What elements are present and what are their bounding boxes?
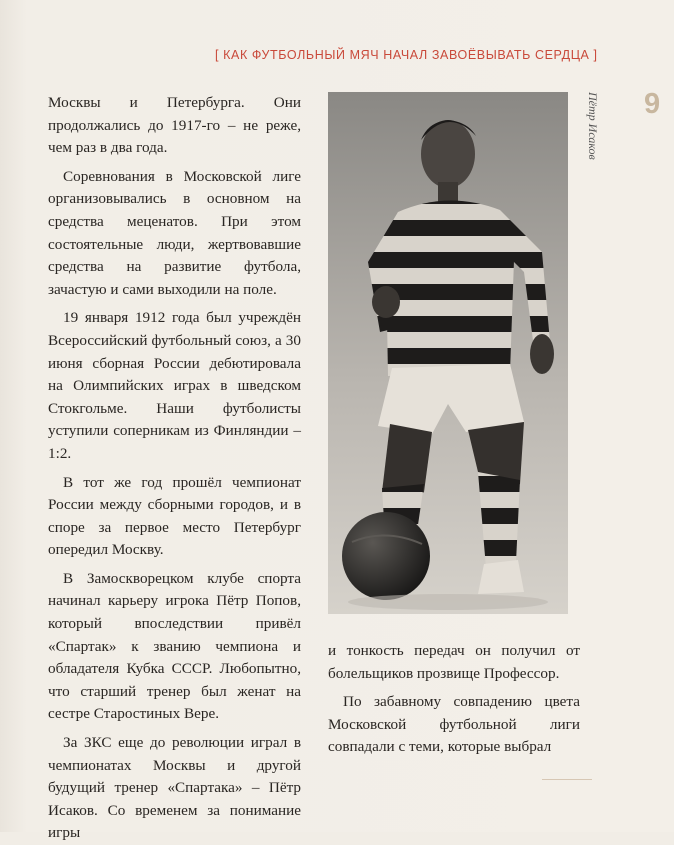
- left-text-column: [48, 92, 301, 845]
- paragraph-4: В тот же год прошёл чемпионат России между сборными городов, и в споре за первое место Петербург опередил Москву.: [48, 473, 301, 559]
- footballer-photo: [328, 92, 568, 614]
- right-text-column: [328, 640, 580, 759]
- paragraph-3: 19 января 1912 года был учреждён Всероссийский футбольный союз, а 30 июня сборная России дебютировала на Олимпийских играх в шведском Стокгольме. Наши футболисты уступили соперникам из Финляндии – 1:2.: [48, 309, 301, 462]
- paragraph-7: и тонкость передач он получил от болельщиков прозвище Профессор.: [328, 642, 580, 682]
- footballer-illustration: [328, 92, 568, 614]
- paragraph-1: Москвы и Петербурга. Они продолжались до 1917-го – не реже, чем раз в два года.: [48, 94, 301, 157]
- page-number: 9: [644, 88, 661, 120]
- running-title: [ КАК ФУТБОЛЬНЫЙ МЯЧ НАЧАЛ ЗАВОЁВЫВАТЬ СЕРДЦА ]: [215, 48, 598, 62]
- paragraph-2: Соревнования в Московской лиге организовывались в основном на средства меценатов. При этом состоятельные люди, жертвовавшие средства на развитие футбола, зачастую и сами выходили на поле.: [48, 167, 301, 298]
- footer-rule: [542, 779, 592, 780]
- paragraph-5: В Замоскворецком клубе спорта начинал карьеру игрока Пётр Попов, который впоследствии привёл «Спартак» к званию чемпиона и обладателя Кубка СССР. Любопытно, что старший тренер был женат на сестре Старостиных Вере.: [48, 569, 301, 723]
- paragraph-8: По забавному совпадению цвета Московской футбольной лиги совпадали с теми, которые выбрал: [328, 693, 580, 756]
- photo-caption: Пётр Исаков: [586, 92, 600, 160]
- paragraph-6: За ЗКС еще до революции играл в чемпионатах Москвы и другой будущий тренер «Спартака» – Пётр Исаков. Со временем за понимание игры: [48, 734, 301, 842]
